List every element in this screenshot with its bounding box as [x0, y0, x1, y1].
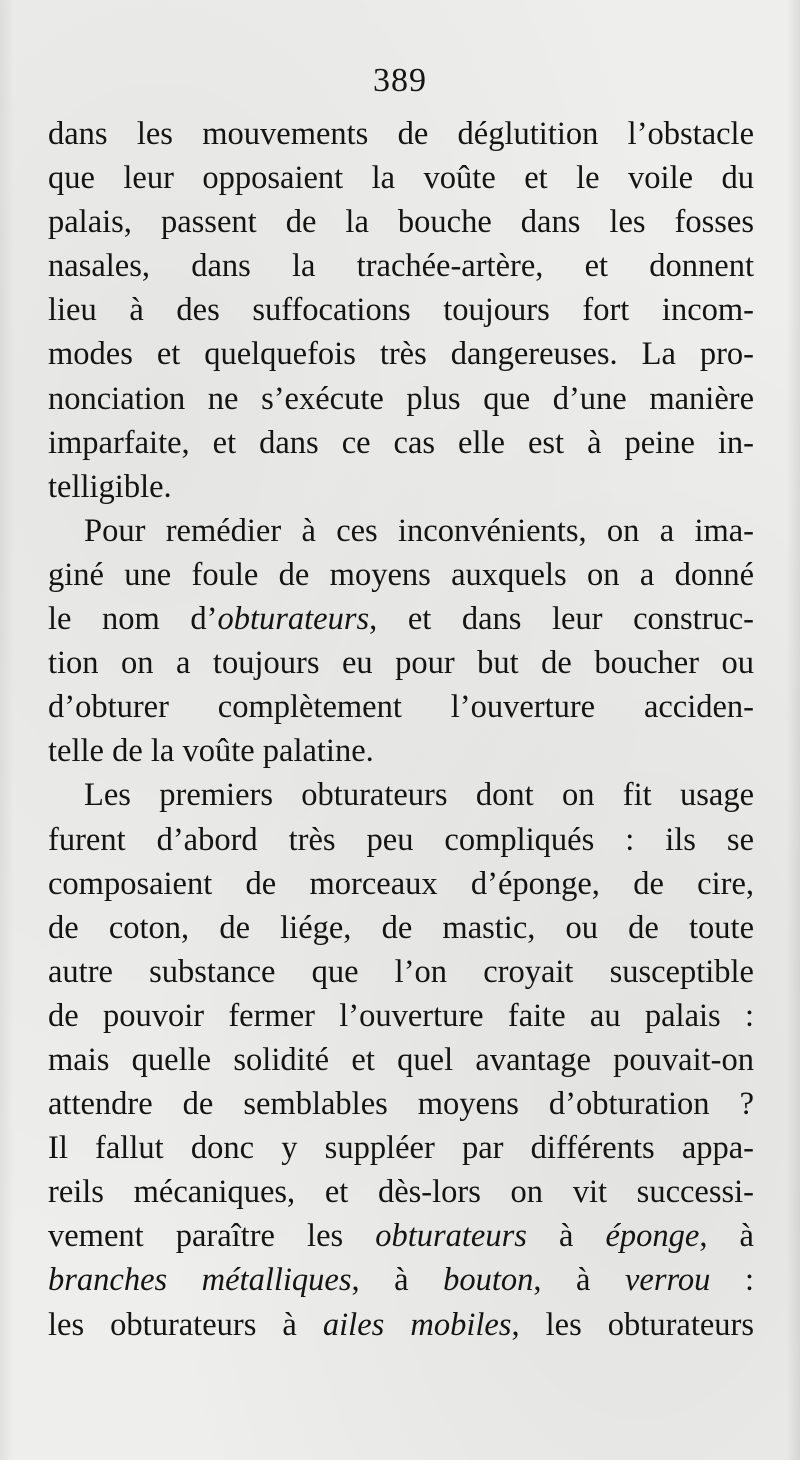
italic-text: branches métalliques — [48, 1262, 352, 1299]
text-line — [48, 950, 754, 994]
text-line — [48, 288, 754, 332]
text-line — [48, 244, 754, 288]
text-segment: nonciation ne s’exécute plus que d’une manière — [48, 380, 754, 417]
text-line — [48, 112, 754, 156]
text-segment: , à — [533, 1262, 625, 1299]
italic-text: éponge — [605, 1218, 700, 1255]
text-segment: lieu à des suffocations toujours fort incom- — [48, 292, 754, 329]
text-line — [48, 773, 754, 817]
text-line — [48, 1303, 754, 1347]
text-segment: que leur opposaient la voûte et le voile du — [48, 160, 754, 197]
text-segment: palais, passent de la bouche dans les fosses — [48, 204, 754, 241]
text-line — [48, 597, 754, 641]
text-line — [48, 156, 754, 200]
text-line — [48, 200, 754, 244]
text-segment: attendre de semblables moyens d’obturation ? — [48, 1086, 754, 1123]
text-line — [48, 685, 754, 729]
text-segment: telle de la voûte palatine. — [48, 733, 374, 770]
text-line — [48, 818, 754, 862]
text-segment: mais quelle solidité et quel avantage pouvait-on — [48, 1041, 754, 1078]
text-segment: Les premiers obturateurs dont on fit usage — [84, 777, 754, 814]
text-line — [48, 509, 754, 553]
text-segment: reils mécaniques, et dès-lors on vit successi- — [48, 1174, 754, 1211]
text-line — [48, 994, 754, 1038]
italic-text: bouton — [443, 1262, 534, 1299]
text-line — [48, 1170, 754, 1214]
text-line — [48, 862, 754, 906]
text-segment: , et dans leur construc- — [369, 601, 754, 638]
text-segment: les obturateurs à — [48, 1306, 323, 1343]
text-segment: modes et quelquefois très dangereuses. La pro- — [48, 336, 754, 373]
text-segment: composaient de morceaux d’éponge, de cire, — [48, 865, 754, 902]
text-segment: Pour remédier à ces inconvénients, on a ima- — [84, 512, 754, 549]
text-segment: de pouvoir fermer l’ouverture faite au palais : — [48, 997, 754, 1034]
text-segment: , à — [351, 1262, 444, 1299]
text-line — [48, 729, 754, 773]
text-line — [48, 1214, 754, 1258]
text-line — [48, 1126, 754, 1170]
italic-text: obturateurs — [217, 601, 370, 638]
text-line — [48, 1038, 754, 1082]
text-line — [48, 641, 754, 685]
text-line — [48, 1258, 754, 1302]
text-segment: , les obturateurs — [511, 1306, 754, 1343]
italic-text: verrou — [624, 1262, 711, 1299]
text-segment: nasales, dans la trachée-artère, et donnent — [48, 248, 754, 285]
text-segment: le nom d’ — [48, 601, 218, 638]
text-segment: Il fallut donc y suppléer par différents appa- — [48, 1130, 754, 1167]
text-segment: giné une foule de moyens auxquels on a donné — [48, 556, 754, 593]
text-segment: autre substance que l’on croyait susceptible — [48, 953, 754, 990]
text-segment: furent d’abord très peu compliqués : ils se — [48, 821, 754, 858]
text-line — [48, 421, 754, 465]
text-line — [48, 1082, 754, 1126]
text-segment: , à — [699, 1218, 754, 1255]
page-number: 389 — [373, 62, 427, 99]
text-line — [48, 377, 754, 421]
text-segment: vement paraître les — [48, 1218, 376, 1255]
text-line — [48, 553, 754, 597]
text-segment: telligible. — [48, 468, 172, 505]
text-segment: imparfaite, et dans ce cas elle est à peine in- — [48, 424, 754, 461]
italic-text: obturateurs — [375, 1218, 527, 1255]
italic-text: ailes mobiles — [322, 1306, 512, 1343]
text-segment: tion on a toujours eu pour but de boucher ou — [48, 645, 754, 682]
text-segment: dans les mouvements de déglutition l’obstacle — [48, 116, 754, 152]
text-segment: de coton, de liége, de mastic, ou de toute — [48, 909, 754, 946]
text-segment: d’obturer complètement l’ouverture acciden- — [48, 689, 754, 726]
text-line — [48, 332, 754, 376]
text-line — [48, 465, 754, 509]
text-segment: : — [710, 1262, 754, 1299]
text-line — [48, 906, 754, 950]
body-text — [48, 112, 754, 1347]
text-segment: à — [526, 1218, 606, 1255]
